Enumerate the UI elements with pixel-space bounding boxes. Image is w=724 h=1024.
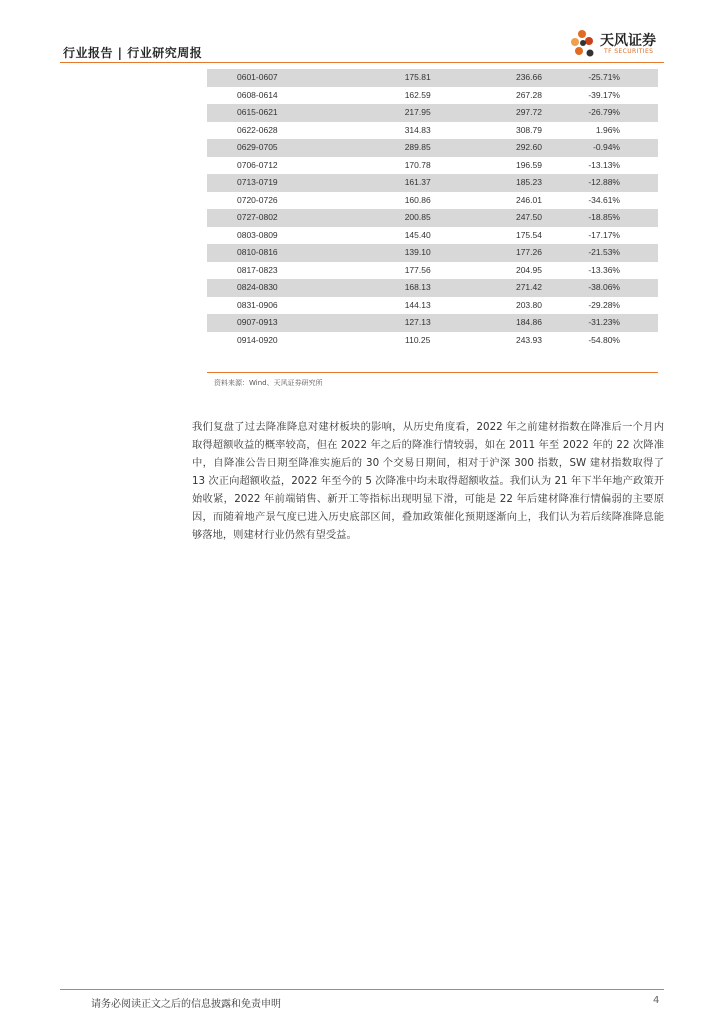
table-cell: 0622-0628 [237,124,278,135]
table-cell: 0803-0809 [237,229,278,240]
table-cell: 246.01 [515,194,542,205]
table-cell: 308.79 [515,124,542,135]
table-row [207,314,658,332]
report-type-title: 行业报告 | 行业研究周报 [63,46,203,60]
table-cell: 0615-0621 [207,104,346,122]
table-cell: 162.59 [404,89,431,100]
analysis-paragraph: 我们复盘了过去降准降息对建材板块的影响，从历史角度看，2022 年之前建材指数在降准后一个月内取得超额收益的概率较高，但在 2022 年之后的降准行情较弱，如在 2011 年至 2022 年的 22 次降准中，自降准公告日期至降准实施后的 30 个交易日期间，相对于沪深 300 指数，SW 建材指数取得了 13 次正向超额收益，2022 年至今的 5 次降准中均未取得超额收益。我们认为 21 年下半年地产政策开始收紧，2022 年前端销售、新开工等指标出现明显下滑，可能是 22 年后建材降准行情偏弱的主要原因，而随着地产景气度已进入历史底部区间，叠加政策催化预期逐渐向上，我们认为若后续降准降息能够落地，则建材行业仍然有望受益。 [192,421,664,541]
table-row [207,262,658,280]
table-cell: 175.81 [346,69,470,87]
table-cell: 175.54 [515,229,542,240]
table-cell: 236.66 [470,69,589,87]
table-cell: -13.36% [588,264,620,275]
table-cell: -18.85% [588,209,658,227]
table-cell: 314.83 [404,124,431,135]
table-cell: 0914-0920 [237,334,278,345]
table-row [207,69,658,87]
table-row [207,209,658,227]
table-cell: 0824-0830 [207,279,346,297]
table-cell: 200.85 [346,209,470,227]
table-cell: 196.59 [515,159,542,170]
table-row [207,332,658,350]
table-cell: 0629-0705 [207,139,346,157]
page-number: 4 [653,995,660,1006]
table-cell: 184.86 [470,314,589,332]
table-cell: 127.13 [346,314,470,332]
table-cell: -26.79% [588,104,658,122]
table-cell: 0810-0816 [207,244,346,262]
table-cell: 297.72 [470,104,589,122]
table-cell: 271.42 [470,279,589,297]
footer-disclaimer: 请务必阅读正文之后的信息披露和免责申明 [91,999,281,1010]
table-cell: 0720-0726 [237,194,278,205]
table-cell: 1.96% [595,124,620,135]
table-cell: 177.56 [404,264,431,275]
table-row [207,279,658,297]
table-row [207,122,658,140]
table-cell: 267.28 [515,89,542,100]
table-cell: 289.85 [346,139,470,157]
table-cell: -31.23% [588,314,658,332]
table-cell: 145.40 [404,229,431,240]
table-row [207,87,658,105]
table-cell: 203.80 [515,299,542,310]
header-divider [60,62,664,63]
table-cell: 0817-0823 [237,264,278,275]
footer-divider [60,989,664,990]
rate-cut-table [207,69,658,349]
table-cell: 110.25 [405,334,431,345]
table-source: 资料来源：Wind、天风证券研究所 [214,379,323,387]
table-cell: 0706-0712 [237,159,278,170]
table-cell: 0907-0913 [207,314,346,332]
logo-flower-icon [570,28,600,62]
table-cell: -34.61% [588,194,620,205]
table-row [207,104,658,122]
table-row [207,227,658,245]
table-row [207,192,658,210]
table-cell: -0.94% [588,139,658,157]
table-cell: -21.53% [588,244,658,262]
table-cell: -54.80% [588,334,620,345]
table-cell: 161.37 [346,174,470,192]
table-row [207,174,658,192]
table-cell: 243.93 [515,334,542,345]
table-cell: 144.13 [404,299,431,310]
table-cell: 247.50 [470,209,589,227]
logo-subtitle: TF SECURITIES [604,48,654,55]
table-cell: -38.06% [588,279,658,297]
table-cell: 0608-0614 [237,89,278,100]
table-cell: 185.23 [470,174,589,192]
table-row [207,297,658,315]
table-cell: 217.95 [346,104,470,122]
table-bottom-rule [207,372,658,373]
logo-name: 天风证券 [600,33,656,49]
table-cell: 168.13 [346,279,470,297]
table-cell: 177.26 [470,244,589,262]
table-cell: 204.95 [515,264,542,275]
table-cell: 139.10 [346,244,470,262]
table-row [207,139,658,157]
table-cell: -25.71% [588,69,658,87]
table-cell: 160.86 [404,194,431,205]
tf-securities-logo [570,28,670,62]
table-cell: 170.78 [404,159,431,170]
table-cell: 292.60 [470,139,589,157]
table-row [207,244,658,262]
table-cell: 0713-0719 [207,174,346,192]
table-cell: -39.17% [588,89,620,100]
table-cell: 0601-0607 [207,69,346,87]
table-cell: -13.13% [588,159,620,170]
table-cell: -29.28% [588,299,620,310]
table-cell: -12.88% [588,174,658,192]
table-cell: 0831-0906 [237,299,278,310]
table-row [207,157,658,175]
table-cell: -17.17% [588,229,620,240]
table-cell: 0727-0802 [207,209,346,227]
